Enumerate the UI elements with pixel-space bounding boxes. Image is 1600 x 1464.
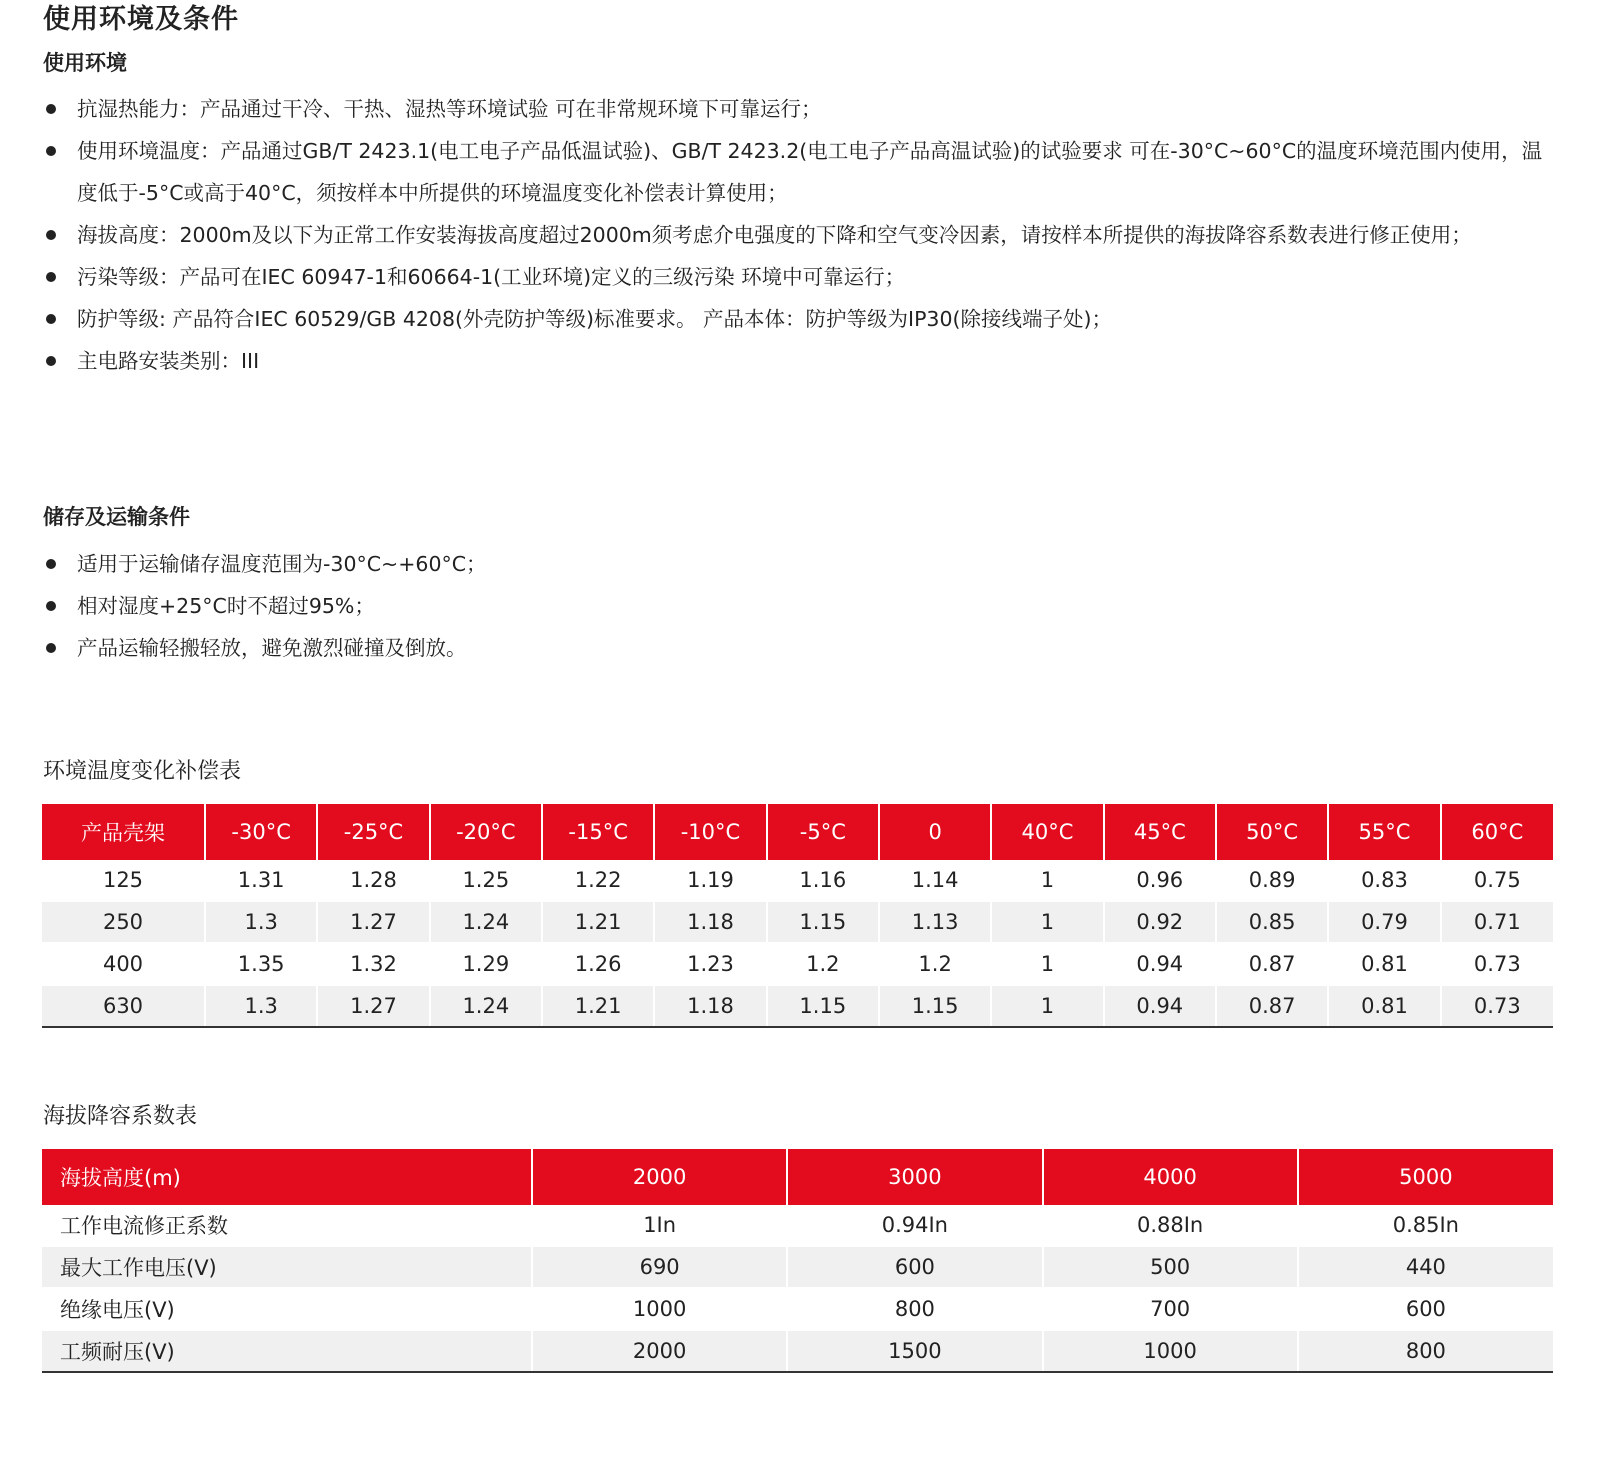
altitude-derating-table — [42, 1149, 1553, 1373]
table-cell: 1.2 — [767, 943, 879, 985]
table-cell: 0.88In — [1043, 1205, 1298, 1246]
table-cell: 1.23 — [654, 943, 766, 985]
table-cell: 1.26 — [542, 943, 654, 985]
header-cell: 45°C — [1104, 804, 1216, 860]
header-cell: -25°C — [317, 804, 429, 860]
table-cell: 0.79 — [1328, 901, 1440, 943]
table-cell: 600 — [787, 1246, 1042, 1288]
table-cell: 0.94In — [787, 1205, 1042, 1246]
list-item: 海拔高度：2000m及以下为正常工作安装海拔高度超过2000m须考虑介电强度的下降和空气变冷因素，请按样本所提供的海拔降容系数表进行修正使用； — [43, 214, 1558, 256]
table-cell: 0.71 — [1441, 901, 1553, 943]
table-cell: 800 — [1298, 1330, 1553, 1372]
table-cell: 1.15 — [879, 985, 991, 1027]
table-cell: 800 — [787, 1288, 1042, 1330]
section-heading-environment: 使用环境 — [43, 51, 127, 75]
table-cell: 2000 — [532, 1330, 787, 1372]
table-cell: 1 — [991, 943, 1103, 985]
list-item: 适用于运输储存温度范围为-30°C~+60°C； — [43, 543, 1558, 585]
table-cell: 0.85In — [1298, 1205, 1553, 1246]
table-cell: 1.24 — [430, 985, 542, 1027]
table-cell: 630 — [42, 985, 205, 1027]
page-title: 使用环境及条件 — [43, 4, 239, 35]
temperature-compensation-table — [42, 804, 1553, 1028]
table-cell: 1.2 — [879, 943, 991, 985]
table-cell: 0.89 — [1216, 860, 1328, 901]
table-cell: 1 — [991, 860, 1103, 901]
header-cell: -20°C — [430, 804, 542, 860]
table-cell: 1.28 — [317, 860, 429, 901]
table-cell: 1.3 — [205, 901, 317, 943]
table-row — [42, 1205, 1553, 1246]
header-cell: 3000 — [787, 1149, 1042, 1205]
table-cell: 1.32 — [317, 943, 429, 985]
header-cell: 0 — [879, 804, 991, 860]
table-cell: 0.96 — [1104, 860, 1216, 901]
table-cell: 0.94 — [1104, 985, 1216, 1027]
table-cell: 600 — [1298, 1288, 1553, 1330]
list-item: 使用环境温度：产品通过GB/T 2423.1(电工电子产品低温试验)、GB/T 2423.2(电工电子产品高温试验)的试验要求 可在-30°C~60°C的温度环境范围内使用，温度低于-5°C或高于40°C，须按样本中所提供的环境温度变化补偿表计算使用； — [43, 130, 1558, 214]
table-cell: 1.31 — [205, 860, 317, 901]
storage-list — [43, 543, 1558, 669]
table-cell: 400 — [42, 943, 205, 985]
header-cell: 60°C — [1441, 804, 1553, 860]
table-cell: 0.81 — [1328, 943, 1440, 985]
header-cell: -15°C — [542, 804, 654, 860]
table-row — [42, 860, 1553, 901]
table-cell: 250 — [42, 901, 205, 943]
table-cell: 1.27 — [317, 985, 429, 1027]
header-cell: 产品壳架 — [42, 804, 205, 860]
table-row — [42, 1246, 1553, 1288]
list-item: 产品运输轻搬轻放，避免激烈碰撞及倒放。 — [43, 627, 1558, 669]
table-row — [42, 985, 1553, 1027]
list-item: 抗湿热能力：产品通过干冷、干热、湿热等环境试验 可在非常规环境下可靠运行； — [43, 88, 1558, 130]
table-cell: 0.85 — [1216, 901, 1328, 943]
table-cell: 500 — [1043, 1246, 1298, 1288]
header-cell: 55°C — [1328, 804, 1440, 860]
table-cell: 1.18 — [654, 985, 766, 1027]
list-item: 污染等级：产品可在IEC 60947-1和60664-1(工业环境)定义的三级污染 环境中可靠运行； — [43, 256, 1558, 298]
list-item: 防护等级: 产品符合IEC 60529/GB 4208(外壳防护等级)标准要求。 产品本体：防护等级为IP30(除接线端子处)； — [43, 298, 1558, 340]
table-cell: 1.21 — [542, 985, 654, 1027]
table-header-row — [42, 804, 1553, 860]
table-cell: 1.25 — [430, 860, 542, 901]
table-cell: 1 — [991, 985, 1103, 1027]
table-cell: 1.29 — [430, 943, 542, 985]
table-cell: 1500 — [787, 1330, 1042, 1372]
table-cell: 1.18 — [654, 901, 766, 943]
table-row — [42, 901, 1553, 943]
table-cell: 0.87 — [1216, 985, 1328, 1027]
header-cell: 2000 — [532, 1149, 787, 1205]
header-cell: 50°C — [1216, 804, 1328, 860]
table-cell: 1.22 — [542, 860, 654, 901]
table-cell: 0.94 — [1104, 943, 1216, 985]
table-cell: 1.24 — [430, 901, 542, 943]
table-cell: 1.35 — [205, 943, 317, 985]
table-cell: 1.19 — [654, 860, 766, 901]
table-cell: 0.83 — [1328, 860, 1440, 901]
table-cell: 0.73 — [1441, 985, 1553, 1027]
header-cell: 40°C — [991, 804, 1103, 860]
header-cell: -5°C — [767, 804, 879, 860]
table-cell: 0.92 — [1104, 901, 1216, 943]
table-cell: 1.15 — [767, 901, 879, 943]
table-cell: 绝缘电压(V) — [42, 1288, 532, 1330]
table-cell: 1In — [532, 1205, 787, 1246]
table-cell: 1.27 — [317, 901, 429, 943]
table-row — [42, 943, 1553, 985]
altitude-table-title: 海拔降容系数表 — [43, 1104, 198, 1129]
table-cell: 1.21 — [542, 901, 654, 943]
table-cell: 0.87 — [1216, 943, 1328, 985]
table-cell: 0.81 — [1328, 985, 1440, 1027]
table-row — [42, 1288, 1553, 1330]
temperature-table-title: 环境温度变化补偿表 — [43, 759, 242, 784]
header-cell: 海拔高度(m) — [42, 1149, 532, 1205]
table-cell: 1 — [991, 901, 1103, 943]
table-cell: 690 — [532, 1246, 787, 1288]
table-cell: 0.73 — [1441, 943, 1553, 985]
list-item: 相对湿度+25°C时不超过95%； — [43, 585, 1558, 627]
table-cell: 最大工作电压(V) — [42, 1246, 532, 1288]
list-item: 主电路安装类别：III — [43, 340, 1558, 382]
table-cell: 1.14 — [879, 860, 991, 901]
table-cell: 1.15 — [767, 985, 879, 1027]
table-header-row — [42, 1149, 1553, 1205]
environment-list — [43, 88, 1558, 382]
table-row — [42, 1330, 1553, 1372]
header-cell: -10°C — [654, 804, 766, 860]
table-cell: 工频耐压(V) — [42, 1330, 532, 1372]
table-cell: 1000 — [532, 1288, 787, 1330]
table-cell: 0.75 — [1441, 860, 1553, 901]
table-cell: 1.13 — [879, 901, 991, 943]
table-cell: 1000 — [1043, 1330, 1298, 1372]
table-cell: 1.16 — [767, 860, 879, 901]
table-cell: 440 — [1298, 1246, 1553, 1288]
header-cell: 4000 — [1043, 1149, 1298, 1205]
table-cell: 1.3 — [205, 985, 317, 1027]
table-cell: 700 — [1043, 1288, 1298, 1330]
table-cell: 125 — [42, 860, 205, 901]
table-cell: 工作电流修正系数 — [42, 1205, 532, 1246]
header-cell: 5000 — [1298, 1149, 1553, 1205]
header-cell: -30°C — [205, 804, 317, 860]
section-heading-storage: 储存及运输条件 — [43, 505, 190, 529]
